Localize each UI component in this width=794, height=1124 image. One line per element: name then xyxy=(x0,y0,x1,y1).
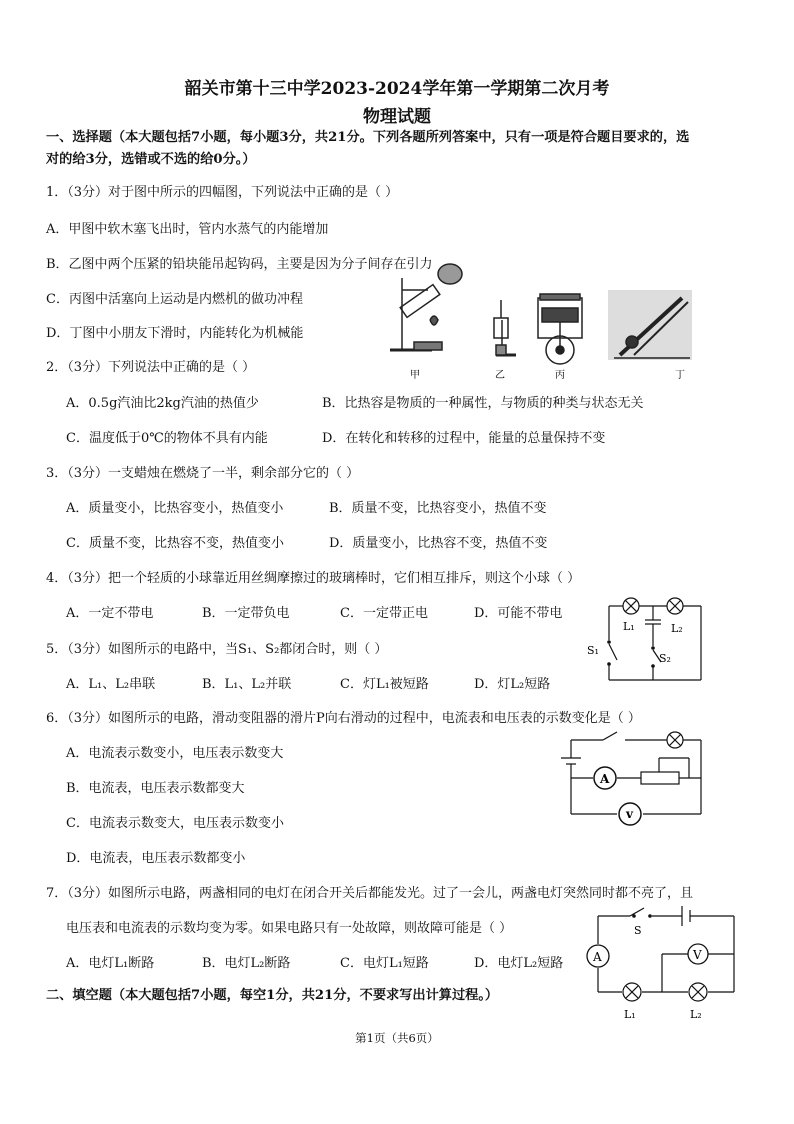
figure-engine-icon xyxy=(538,294,582,364)
q1-figure xyxy=(370,250,700,380)
q5-circuit-diagram xyxy=(585,594,715,688)
meter-label: v xyxy=(626,807,633,821)
option-text: D．在转化和转移的过程中，能量的总量保持不变 xyxy=(322,431,606,446)
q6-circuit-diagram xyxy=(555,728,715,832)
lamp-icon xyxy=(689,983,707,1001)
option-text: B．质量不变，比热容变小，热值不变 xyxy=(329,501,547,516)
option-text: C．电灯L₁短路 xyxy=(340,956,429,971)
ammeter-icon xyxy=(587,945,609,967)
circuit-label: L₁ xyxy=(623,620,635,633)
lamp-icon xyxy=(623,983,641,1001)
option-text: D．灯L₂短路 xyxy=(474,677,551,692)
option-text: D．电流表，电压表示数都变小 xyxy=(66,851,246,866)
option-text: B．乙图中两个压紧的铅块能吊起钩码，主要是因为分子间存在引力 xyxy=(46,257,433,272)
circuit-label: L₁ xyxy=(624,1008,636,1021)
option-text: A．电流表示数变小，电压表示数变大 xyxy=(66,746,284,761)
section-heading-line: 对的给3分，选错或不选的给0分。） xyxy=(46,152,256,167)
option-text: D．可能不带电 xyxy=(474,606,563,621)
option-text: B．电灯L₂断路 xyxy=(202,956,291,971)
option-text: C．质量不变，比热容不变，热值变小 xyxy=(66,536,284,551)
question-stem: 5．（3分）如图所示的电路中，当S₁、S₂都闭合时，则（ ） xyxy=(46,642,388,657)
exam-title: 韶关市第十三中学2023-2024学年第一学期第二次月考 xyxy=(184,79,610,99)
option-text: B．一定带负电 xyxy=(202,606,290,621)
option-text: A．电灯L₁断路 xyxy=(66,956,155,971)
option-text: C．温度低于0℃的物体不具有内能 xyxy=(66,431,268,446)
meter-label: A xyxy=(600,772,610,786)
figure-lead-blocks-icon xyxy=(494,300,516,355)
section-heading-line: 一、选择题（本大题包括7小题，每小题3分，共21分。下列各题所列答案中，只有一项是符合题目要求的，选 xyxy=(46,130,690,145)
section-heading xyxy=(46,127,766,171)
option-text: B．L₁、L₂并联 xyxy=(202,677,292,692)
meter-label: V xyxy=(693,948,702,962)
lamp-icon xyxy=(623,598,639,614)
q7-circuit-diagram xyxy=(586,904,746,1024)
option-text: A．质量变小，比热容变小，热值变小 xyxy=(66,501,284,516)
circuit-label: S₁ xyxy=(587,644,599,657)
option-text: D．质量变小，比热容不变，热值不变 xyxy=(329,536,548,551)
question-stem: 6．（3分）如图所示的电路，滑动变阻器的滑片P向右滑动的过程中，电流表和电压表的示数变化是（ ） xyxy=(46,711,641,726)
figure-label: 乙 xyxy=(495,370,505,380)
figure-test-tube-icon xyxy=(390,264,462,350)
voltmeter-icon xyxy=(688,944,708,964)
option-text: A．0.5g汽油比2kg汽油的热值少 xyxy=(66,396,259,411)
voltmeter-icon xyxy=(619,803,641,825)
circuit-label: S xyxy=(634,924,642,937)
section-heading: 二、填空题（本大题包括7小题，每空1分，共21分，不要求写出计算过程。） xyxy=(46,988,499,1003)
exam-subtitle: 物理试题 xyxy=(363,107,431,127)
lamp-icon xyxy=(667,732,683,748)
figure-slide-icon xyxy=(608,290,692,360)
ammeter-icon xyxy=(594,767,616,789)
meter-label: A xyxy=(593,950,602,964)
option-text: D．丁图中小朋友下滑时，内能转化为机械能 xyxy=(46,326,304,341)
figure-label: 丁 xyxy=(675,370,685,380)
question-stem: 7．（3分）如图所示电路，两盏相同的电灯在闭合开关后都能发光。过了一会儿，两盏电灯突然同时都不亮了，且 xyxy=(46,886,694,901)
question-stem: 3．（3分）一支蜡烛在燃烧了一半，剩余部分它的（ ） xyxy=(46,466,360,481)
option-text: D．电灯L₂短路 xyxy=(474,956,564,971)
option-text: C．电流表示数变大，电压表示数变小 xyxy=(66,816,284,831)
question-stem: 1．（3分）对于图中所示的四幅图，下列说法中正确的是（ ） xyxy=(46,185,399,200)
option-text: C．灯L₁被短路 xyxy=(340,677,429,692)
option-text: A．一定不带电 xyxy=(66,606,154,621)
figure-label: 丙 xyxy=(555,370,565,380)
option-text: C．一定带正电 xyxy=(340,606,428,621)
lamp-icon xyxy=(667,598,683,614)
question-stem: 2．（3分）下列说法中正确的是（ ） xyxy=(46,360,256,375)
figure-label: 甲 xyxy=(410,370,420,380)
option-text: A．甲图中软木塞飞出时，管内水蒸气的内能增加 xyxy=(46,222,329,237)
question-stem: 4．（3分）把一个轻质的小球靠近用丝绸摩擦过的玻璃棒时，它们相互排斥，则这个小球（ ） xyxy=(46,571,581,586)
page-number: 第1页（共6页） xyxy=(355,1031,439,1045)
question-stem: 电压表和电流表的示数均变为零。如果电路只有一处故障，则故障可能是（ ） xyxy=(66,921,513,936)
option-text: A．L₁、L₂串联 xyxy=(66,677,156,692)
circuit-label: S₂ xyxy=(659,652,671,665)
option-text: B．电流表，电压表示数都变大 xyxy=(66,781,245,796)
circuit-label: L₂ xyxy=(690,1008,702,1021)
circuit-label: L₂ xyxy=(671,622,683,635)
option-text: C．丙图中活塞向上运动是内燃机的做功冲程 xyxy=(46,292,303,307)
option-text: B．比热容是物质的一种属性，与物质的种类与状态无关 xyxy=(322,396,644,411)
